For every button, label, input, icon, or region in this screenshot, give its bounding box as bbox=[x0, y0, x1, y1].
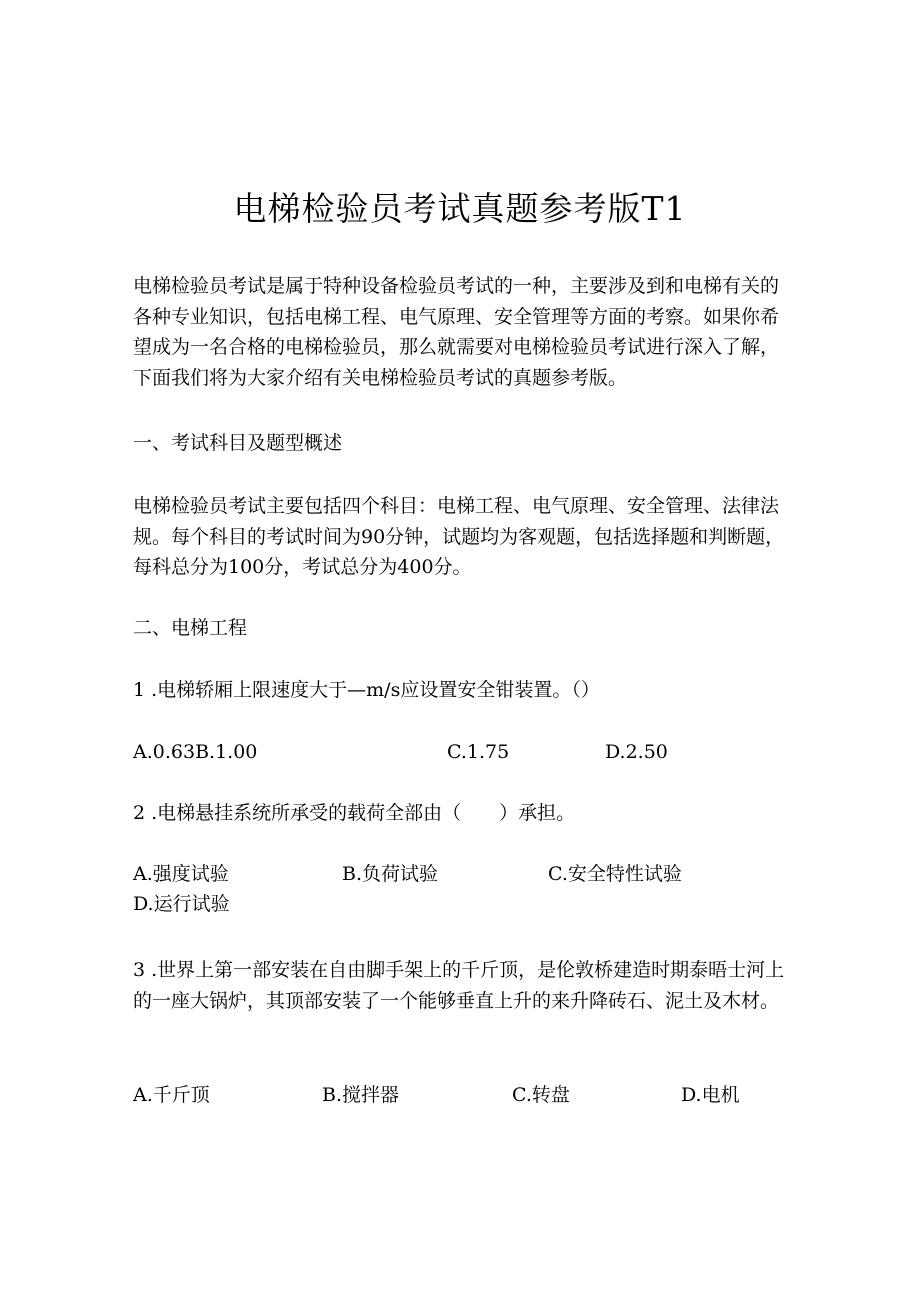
question-2-option-d: D.运行试验 bbox=[133, 893, 230, 915]
section-heading-elevator-engineering: 二、电梯工程 bbox=[133, 617, 248, 639]
question-3-option-a: A.千斤顶 bbox=[133, 1084, 210, 1106]
question-3-option-c: C.转盘 bbox=[512, 1084, 570, 1106]
question-3-text: 3 .世界上第一部安装在自由脚手架上的千斤顶，是伦敦桥建造时期泰晤士河上的一座大锅炉，其顶部安装了一个能够垂直上升的来升降砖石、泥土及木材。 bbox=[133, 959, 785, 1012]
exam-overview-paragraph: 电梯检验员考试主要包括四个科目：电梯工程、电气原理、安全管理、法律法规。每个科目的考试时间为90分钟，试题均为客观题，包括选择题和判断题，每科总分为100分，考试总分为400分。 bbox=[133, 495, 785, 578]
question-1-option-d: D.2.50 bbox=[605, 741, 668, 763]
question-2-option-a: A.强度试验 bbox=[133, 863, 229, 885]
question-1-text: 1 .电梯轿厢上限速度大于—m/s应设置安全钳装置。（） bbox=[133, 679, 600, 701]
question-2-option-c: C.安全特性试验 bbox=[548, 863, 682, 885]
question-2-text: 2 .电梯悬挂系统所承受的载荷全部由（ ）承担。 bbox=[133, 802, 576, 824]
section-heading-exam-overview: 一、考试科目及题型概述 bbox=[133, 432, 343, 454]
question-1-option-c: C.1.75 bbox=[447, 741, 510, 763]
question-3-option-d: D.电机 bbox=[681, 1084, 740, 1106]
question-1-option-ab: A.0.63B.1.00 bbox=[133, 741, 258, 763]
question-3-option-b: B.搅拌器 bbox=[322, 1084, 400, 1106]
intro-paragraph: 电梯检验员考试是属于特种设备检验员考试的一种，主要涉及到和电梯有关的各种专业知识，包括电梯工程、电气原理、安全管理等方面的考察。如果你希望成为一名合格的电梯检验员，那么就需要对电梯检验员考试进行深入了解，下面我们将为大家介绍有关电梯检验员考试的真题参考版。 bbox=[133, 275, 780, 389]
document-title: 电梯检验员考试真题参考版T1 bbox=[233, 189, 687, 228]
question-2-option-b: B.负荷试验 bbox=[342, 863, 439, 885]
